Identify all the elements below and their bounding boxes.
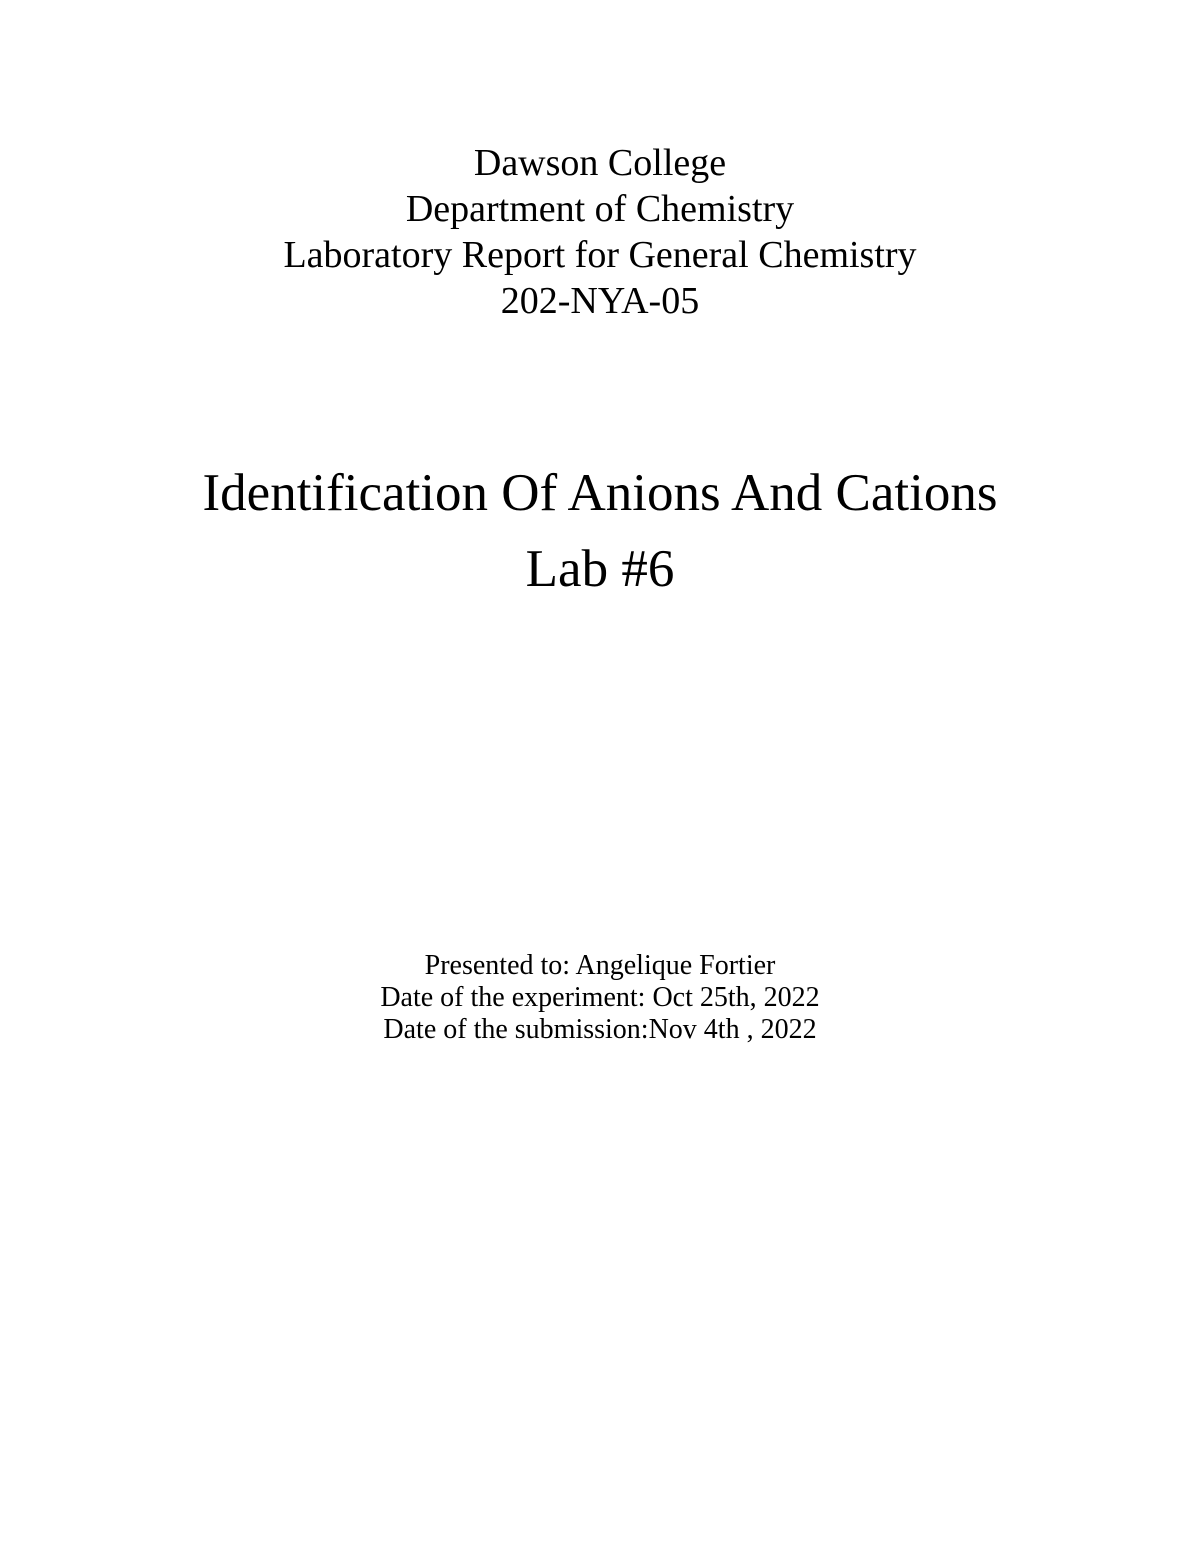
cover-title — [0, 455, 1200, 607]
submission-date: Date of the submission:Nov 4th , 2022 — [383, 1014, 817, 1045]
lab-number: Lab #6 — [525, 540, 675, 598]
college-name: Dawson College — [473, 142, 727, 184]
report-title: Identification Of Anions And Cations — [202, 464, 998, 522]
report-type: Laboratory Report for General Chemistry — [283, 234, 917, 276]
cover-header — [0, 140, 1200, 324]
presented-to: Presented to: Angelique Fortier — [424, 950, 776, 981]
experiment-date: Date of the experiment: Oct 25th, 2022 — [380, 982, 820, 1013]
submission-details — [0, 950, 1200, 1046]
department-name: Department of Chemistry — [405, 188, 795, 230]
course-code: 202-NYA-05 — [500, 280, 700, 322]
